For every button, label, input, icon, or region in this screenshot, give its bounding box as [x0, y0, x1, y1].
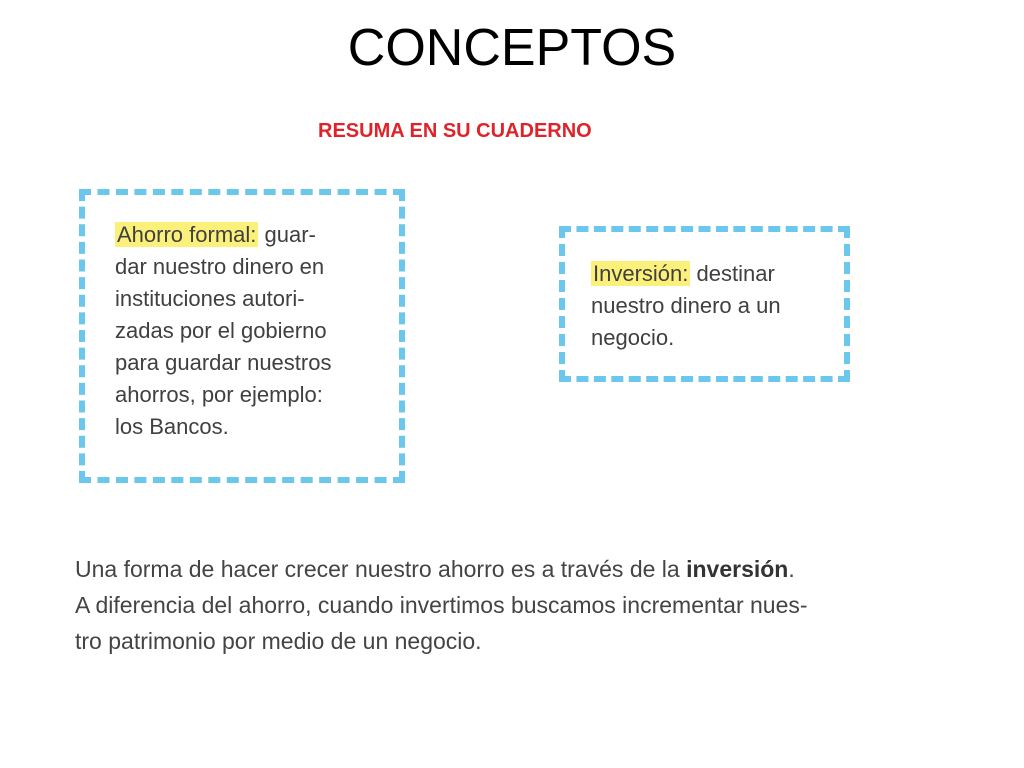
card-line-rest: destinar: [690, 261, 775, 286]
highlighted-term: Inversión:: [593, 261, 689, 286]
card-text: [591, 258, 781, 354]
paragraph-line: A diferencia del ahorro, cuando invertimos buscamos incrementar nues-: [75, 592, 808, 618]
paragraph-text: Una forma de hacer crecer nuestro ahorro es a través de la: [75, 556, 687, 582]
card-line-rest: guar-: [258, 222, 316, 247]
card-line: negocio.: [591, 325, 675, 350]
bold-term: inversión: [686, 556, 789, 582]
subtitle: RESUMA EN SU CUADERNO: [318, 120, 592, 142]
paragraph-line: tro patrimonio por medio de un negocio.: [75, 628, 482, 654]
card-line: los Bancos.: [115, 414, 229, 439]
card-text: [115, 219, 331, 443]
paragraph-line: [75, 551, 808, 587]
card-line: instituciones autori-: [115, 286, 305, 311]
card-line: zadas por el gobierno: [115, 318, 327, 343]
card-line: nuestro dinero a un: [591, 293, 781, 318]
paragraph-text: .: [788, 556, 795, 582]
card-line: ahorros, por ejemplo:: [115, 382, 323, 407]
card-line: para guardar nuestros: [115, 350, 332, 375]
highlighted-term: Ahorro formal:: [117, 222, 257, 247]
card-line: dar nuestro dinero en: [115, 254, 325, 279]
body-paragraph: [75, 551, 808, 659]
concept-card-inversion: [559, 226, 850, 382]
page-title: CONCEPTOS: [347, 19, 677, 77]
card-line: [591, 258, 781, 290]
concept-card-ahorro-formal: [79, 189, 405, 483]
card-line: [115, 219, 331, 251]
